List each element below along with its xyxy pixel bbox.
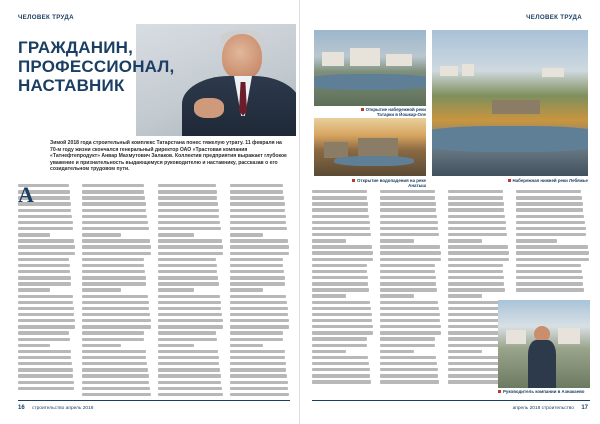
text-column-6 bbox=[380, 190, 442, 386]
body-text-line bbox=[448, 288, 505, 291]
body-text-line bbox=[448, 190, 503, 193]
body-text-line bbox=[158, 331, 216, 334]
body-text-line bbox=[380, 196, 435, 199]
body-text-line bbox=[312, 190, 367, 193]
photo-caption-3: Набережная нижней реки Лебяжье bbox=[500, 178, 588, 183]
body-text-line bbox=[18, 227, 73, 230]
body-text-line bbox=[230, 325, 289, 328]
body-text-line bbox=[380, 233, 439, 236]
body-text-line bbox=[18, 307, 74, 310]
body-text-line bbox=[448, 344, 503, 347]
body-text-line bbox=[230, 344, 263, 347]
body-text-line bbox=[82, 270, 145, 273]
section-label: ЧЕЛОВЕК ТРУДА bbox=[18, 14, 74, 21]
body-text-line bbox=[18, 258, 69, 261]
body-text-line bbox=[312, 294, 346, 297]
body-text-line bbox=[448, 251, 509, 254]
body-text-line bbox=[158, 362, 219, 365]
body-text-line bbox=[158, 313, 222, 316]
body-text-line bbox=[380, 288, 437, 291]
body-text-line bbox=[82, 221, 148, 224]
folio-text: апрель 2018 строительство bbox=[512, 406, 574, 411]
body-text-line bbox=[230, 252, 289, 255]
body-text-line bbox=[158, 325, 223, 328]
body-text-line bbox=[380, 337, 435, 340]
body-text-line bbox=[448, 270, 503, 273]
body-text-line bbox=[516, 264, 581, 267]
body-text-line bbox=[158, 252, 223, 255]
body-text-line bbox=[18, 350, 71, 353]
body-text-line bbox=[380, 331, 441, 334]
photo-aerial-embankment bbox=[432, 30, 588, 176]
body-text-line bbox=[230, 387, 288, 390]
body-text-line bbox=[18, 233, 50, 236]
text-column-2 bbox=[82, 184, 152, 398]
body-text-line bbox=[312, 325, 373, 328]
body-text-line bbox=[380, 319, 440, 322]
body-text-line bbox=[158, 258, 216, 261]
body-text-line bbox=[312, 380, 371, 383]
body-text-line bbox=[312, 344, 367, 347]
body-text-line bbox=[448, 221, 506, 224]
body-text-line bbox=[448, 215, 505, 218]
body-text-line bbox=[158, 184, 216, 187]
body-text-line bbox=[82, 252, 151, 255]
body-text-line bbox=[516, 245, 588, 248]
drop-cap: А bbox=[18, 182, 34, 207]
body-text-line bbox=[82, 387, 150, 390]
body-text-line bbox=[82, 239, 150, 242]
body-text-line bbox=[158, 393, 223, 396]
body-text-line bbox=[380, 245, 440, 248]
body-text-line bbox=[82, 276, 146, 279]
body-text-line bbox=[516, 258, 589, 261]
body-text-line bbox=[312, 227, 370, 230]
body-text-line bbox=[516, 288, 584, 291]
body-text-line bbox=[158, 350, 218, 353]
body-text-line bbox=[312, 233, 371, 236]
body-text-line bbox=[516, 239, 557, 242]
body-text-line bbox=[18, 270, 70, 273]
body-text-line bbox=[380, 258, 441, 261]
body-text-line bbox=[312, 313, 372, 316]
body-text-line bbox=[516, 202, 583, 205]
body-text-line bbox=[312, 276, 368, 279]
body-text-line bbox=[380, 368, 438, 371]
folio bbox=[18, 405, 93, 411]
body-text-line bbox=[230, 270, 284, 273]
body-text-line bbox=[82, 338, 144, 341]
body-text-line bbox=[158, 270, 217, 273]
body-text-line bbox=[158, 221, 220, 224]
body-text-line bbox=[82, 301, 149, 304]
photo-embankment bbox=[314, 30, 426, 106]
body-text-line bbox=[18, 239, 74, 242]
photo-caption-2: Открытие водопадения на реке Анатыш bbox=[344, 178, 426, 189]
body-text-line bbox=[18, 282, 71, 285]
body-text-line bbox=[82, 381, 149, 384]
section-label: ЧЕЛОВЕК ТРУДА bbox=[526, 14, 582, 21]
body-text-line bbox=[380, 215, 437, 218]
body-text-line bbox=[158, 276, 218, 279]
body-text-line bbox=[312, 282, 368, 285]
body-text-line bbox=[230, 301, 287, 304]
body-text-line bbox=[448, 239, 482, 242]
body-text-line bbox=[380, 251, 441, 254]
body-text-line bbox=[158, 344, 194, 347]
body-text-line bbox=[516, 215, 584, 218]
body-text-line bbox=[18, 387, 74, 390]
body-text-line bbox=[448, 233, 507, 236]
body-text-line bbox=[312, 319, 372, 322]
body-text-line bbox=[230, 209, 285, 212]
body-text-line bbox=[230, 245, 289, 248]
body-text-line bbox=[516, 196, 582, 199]
body-text-line bbox=[82, 190, 144, 193]
body-text-line bbox=[516, 276, 583, 279]
text-column-8 bbox=[516, 190, 590, 294]
body-text-line bbox=[380, 264, 435, 267]
photo-caption-4: Руководитель компании в Азнакаево bbox=[498, 389, 590, 394]
body-text-line bbox=[230, 338, 283, 341]
body-text-line bbox=[82, 368, 148, 371]
body-text-line bbox=[516, 251, 589, 254]
body-text-line bbox=[82, 325, 151, 328]
body-text-line bbox=[516, 270, 582, 273]
body-text-line bbox=[230, 282, 285, 285]
body-text-line bbox=[312, 221, 370, 224]
body-text-line bbox=[380, 282, 436, 285]
body-text-line bbox=[158, 288, 194, 291]
body-text-line bbox=[448, 356, 504, 359]
body-text-line bbox=[158, 190, 217, 193]
body-text-line bbox=[312, 288, 369, 291]
page-number: 16 bbox=[18, 405, 25, 411]
body-text-line bbox=[230, 381, 288, 384]
body-text-line bbox=[448, 368, 506, 371]
body-text-line bbox=[448, 227, 506, 230]
body-text-line bbox=[516, 190, 581, 193]
body-text-line bbox=[380, 202, 436, 205]
body-text-line bbox=[380, 301, 438, 304]
body-text-line bbox=[380, 362, 437, 365]
body-text-line bbox=[230, 276, 285, 279]
body-text-line bbox=[158, 368, 220, 371]
body-text-line bbox=[82, 196, 145, 199]
body-text-line bbox=[158, 282, 219, 285]
body-text-line bbox=[448, 258, 509, 261]
body-text-line bbox=[380, 270, 435, 273]
body-text-line bbox=[380, 307, 439, 310]
body-text-line bbox=[448, 337, 503, 340]
body-text-line bbox=[312, 337, 367, 340]
body-text-line bbox=[312, 258, 373, 261]
body-text-line bbox=[230, 331, 283, 334]
body-text-line bbox=[380, 294, 414, 297]
body-text-line bbox=[380, 374, 438, 377]
body-text-line bbox=[230, 350, 285, 353]
body-text-line bbox=[158, 319, 223, 322]
body-text-line bbox=[230, 356, 285, 359]
body-text-line bbox=[312, 245, 372, 248]
body-text-line bbox=[82, 393, 151, 396]
body-text-line bbox=[380, 227, 438, 230]
body-text-line bbox=[230, 202, 285, 205]
body-text-line bbox=[18, 276, 71, 279]
body-text-line bbox=[312, 356, 368, 359]
body-text-line bbox=[82, 264, 144, 267]
body-text-line bbox=[82, 374, 149, 377]
body-text-line bbox=[448, 208, 504, 211]
body-text-line bbox=[18, 368, 73, 371]
body-text-line bbox=[448, 202, 504, 205]
body-text-line bbox=[82, 295, 148, 298]
body-text-line bbox=[18, 325, 75, 328]
body-text-line bbox=[82, 258, 144, 261]
body-text-line bbox=[82, 202, 146, 205]
body-text-line bbox=[516, 227, 586, 230]
photo-caption-1: Открытие набережной реки Татарки в Йошкар-Оле bbox=[360, 107, 426, 118]
body-text-line bbox=[158, 307, 221, 310]
body-text-line bbox=[312, 239, 346, 242]
body-text-line bbox=[230, 215, 286, 218]
body-text-line bbox=[158, 381, 221, 384]
body-text-line bbox=[380, 380, 439, 383]
folio-rule bbox=[18, 400, 290, 401]
body-text-line bbox=[312, 251, 373, 254]
body-text-line bbox=[230, 362, 286, 365]
body-text-line bbox=[158, 209, 219, 212]
body-text-line bbox=[312, 264, 367, 267]
body-text-line bbox=[158, 374, 221, 377]
body-text-line bbox=[18, 338, 70, 341]
photo-waterfall bbox=[314, 118, 426, 176]
body-text-line bbox=[230, 368, 286, 371]
article-headline: ГРАЖДАНИН, ПРОФЕССИОНАЛ, НАСТАВНИК bbox=[18, 38, 175, 95]
body-text-line bbox=[158, 239, 222, 242]
body-text-line bbox=[230, 184, 283, 187]
body-text-line bbox=[312, 307, 371, 310]
body-text-line bbox=[82, 288, 121, 291]
body-text-line bbox=[380, 350, 414, 353]
body-text-line bbox=[18, 264, 70, 267]
body-text-line bbox=[312, 202, 368, 205]
body-text-line bbox=[230, 307, 288, 310]
body-text-line bbox=[18, 374, 73, 377]
body-text-line bbox=[312, 301, 370, 304]
body-text-line bbox=[380, 190, 435, 193]
body-text-line bbox=[230, 393, 289, 396]
body-text-line bbox=[380, 276, 436, 279]
body-text-line bbox=[18, 331, 69, 334]
body-text-line bbox=[158, 245, 223, 248]
body-text-line bbox=[380, 208, 436, 211]
body-text-line bbox=[158, 202, 218, 205]
body-text-line bbox=[18, 362, 72, 365]
body-text-line bbox=[312, 196, 367, 199]
body-text-line bbox=[516, 233, 586, 236]
body-text-line bbox=[230, 288, 263, 291]
body-text-line bbox=[158, 295, 220, 298]
body-text-line bbox=[82, 215, 147, 218]
body-text-line bbox=[312, 215, 369, 218]
body-text-line bbox=[380, 344, 435, 347]
body-text-line bbox=[312, 350, 346, 353]
page-number: 17 bbox=[581, 405, 588, 411]
folio bbox=[513, 405, 588, 411]
body-text-line bbox=[158, 356, 219, 359]
text-column-1 bbox=[18, 184, 76, 398]
folio-rule bbox=[312, 400, 590, 401]
body-text-line bbox=[82, 350, 146, 353]
body-text-line bbox=[18, 344, 50, 347]
body-text-line bbox=[230, 313, 288, 316]
right-page bbox=[300, 0, 600, 424]
body-text-line bbox=[82, 313, 150, 316]
body-text-line bbox=[18, 215, 72, 218]
body-text-line bbox=[448, 294, 482, 297]
body-text-line bbox=[18, 319, 75, 322]
body-text-line bbox=[312, 331, 373, 334]
body-text-line bbox=[448, 245, 508, 248]
body-text-line bbox=[380, 239, 414, 242]
body-text-line bbox=[158, 264, 217, 267]
body-text-line bbox=[312, 374, 370, 377]
folio-text: строительство апрель 2018 bbox=[32, 406, 94, 411]
text-column-5 bbox=[312, 190, 374, 386]
text-column-3 bbox=[158, 184, 224, 398]
body-text-line bbox=[448, 196, 503, 199]
body-text-line bbox=[380, 356, 436, 359]
body-text-line bbox=[158, 338, 217, 341]
body-text-line bbox=[82, 362, 147, 365]
body-text-line bbox=[230, 264, 283, 267]
body-text-line bbox=[82, 331, 144, 334]
body-text-line bbox=[82, 307, 149, 310]
body-text-line bbox=[18, 295, 73, 298]
body-text-line bbox=[158, 215, 219, 218]
body-text-line bbox=[380, 313, 440, 316]
body-text-line bbox=[312, 362, 369, 365]
body-text-line bbox=[230, 319, 289, 322]
body-text-line bbox=[158, 196, 217, 199]
body-text-line bbox=[312, 208, 368, 211]
body-text-line bbox=[448, 350, 482, 353]
body-text-line bbox=[82, 344, 121, 347]
body-text-line bbox=[82, 319, 151, 322]
body-text-line bbox=[312, 368, 370, 371]
body-text-line bbox=[18, 209, 71, 212]
body-text-line bbox=[18, 356, 71, 359]
body-text-line bbox=[230, 295, 286, 298]
body-text-line bbox=[312, 270, 367, 273]
body-text-line bbox=[82, 184, 144, 187]
body-text-line bbox=[82, 227, 149, 230]
body-text-line bbox=[158, 233, 194, 236]
body-text-line bbox=[82, 209, 146, 212]
body-text-line bbox=[448, 282, 504, 285]
body-text-line bbox=[448, 276, 504, 279]
body-text-line bbox=[230, 233, 263, 236]
article-lead: Зимой 2018 года строительный комплекс Татарстана понес тяжелую утрату. 11 февраля на 70-м году жизни скончался генеральный директор ОАО «Трастовая компания «Татнефтепродукт» Анвар Махмутович Залаков. Коллектив предприятия выражает глубокое уважение и признательность выдающемуся руководителю и наставнику, рассказав о его созидательном трудовом пути. bbox=[50, 140, 287, 173]
body-text-line bbox=[230, 227, 287, 230]
body-text-line bbox=[380, 221, 438, 224]
text-column-4 bbox=[230, 184, 290, 398]
body-text-line bbox=[82, 282, 146, 285]
body-text-line bbox=[18, 221, 73, 224]
body-text-line bbox=[18, 381, 74, 384]
body-text-line bbox=[158, 301, 221, 304]
body-text-line bbox=[516, 208, 583, 211]
body-text-line bbox=[448, 264, 503, 267]
body-text-line bbox=[230, 190, 283, 193]
body-text-line bbox=[18, 301, 73, 304]
body-text-line bbox=[230, 374, 287, 377]
body-text-line bbox=[230, 239, 288, 242]
photo-portrait-outdoors bbox=[498, 300, 590, 388]
body-text-line bbox=[18, 252, 75, 255]
body-text-line bbox=[230, 196, 284, 199]
body-text-line bbox=[158, 227, 221, 230]
body-text-line bbox=[230, 221, 286, 224]
body-text-line bbox=[516, 221, 585, 224]
body-text-line bbox=[18, 313, 74, 316]
body-text-line bbox=[448, 362, 505, 365]
body-text-line bbox=[18, 288, 50, 291]
body-text-line bbox=[18, 245, 75, 248]
body-text-line bbox=[82, 356, 146, 359]
body-text-line bbox=[380, 325, 441, 328]
body-text-line bbox=[82, 233, 121, 236]
body-text-line bbox=[158, 387, 222, 390]
body-text-line bbox=[516, 282, 583, 285]
body-text-line bbox=[82, 245, 151, 248]
body-text-line bbox=[230, 258, 283, 261]
